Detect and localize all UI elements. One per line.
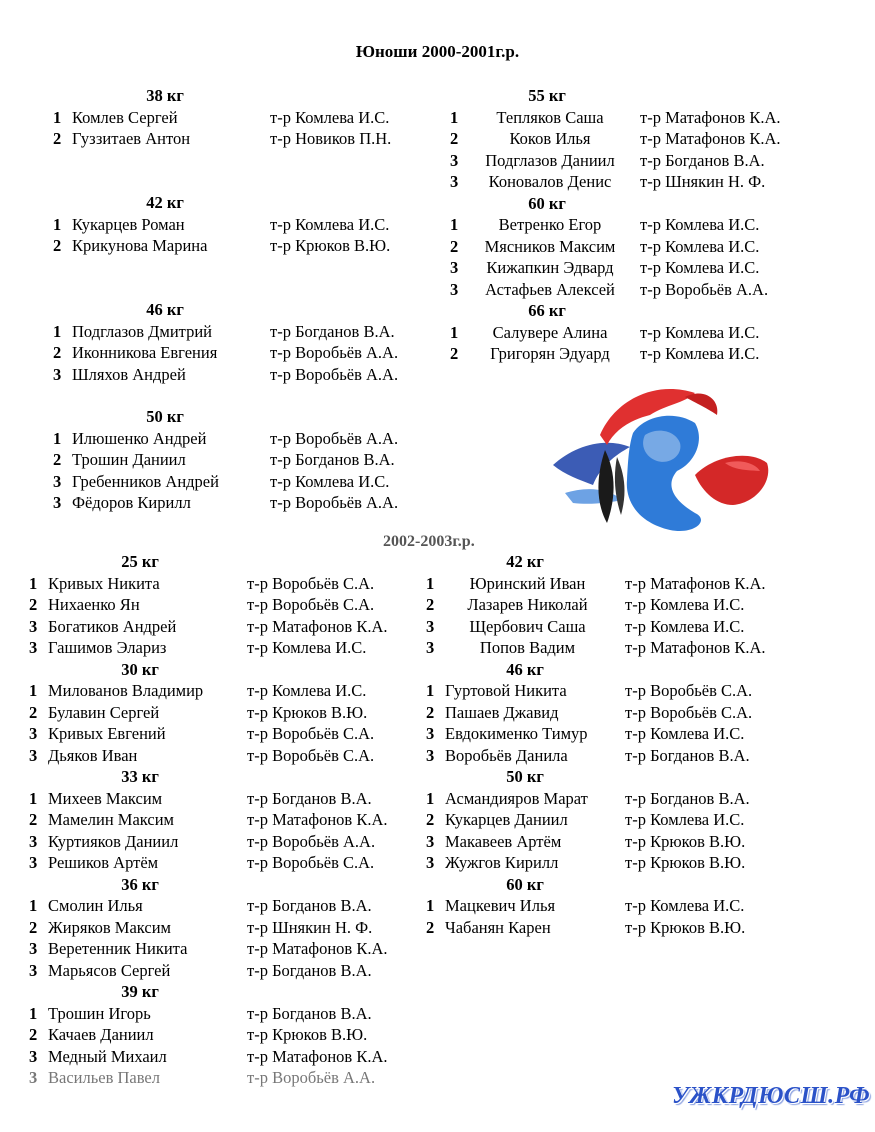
coach-name: т-р Комлева И.С. bbox=[270, 214, 390, 234]
result-row bbox=[0, 789, 875, 810]
athlete-name: Жиряков Максим bbox=[48, 917, 171, 937]
coach-name: т-р Воробьёв А.А. bbox=[247, 1068, 376, 1087]
result-row bbox=[0, 365, 875, 386]
athlete-name: Михеев Максим bbox=[48, 788, 163, 808]
place-number: 3 bbox=[29, 960, 38, 980]
result-row bbox=[0, 724, 875, 745]
place-number: 3 bbox=[29, 616, 38, 636]
weight-class-heading: 46 кг bbox=[146, 300, 184, 319]
weight-class-heading: 36 кг bbox=[121, 874, 159, 894]
coach-name: т-р Воробьёв С.А. bbox=[625, 702, 753, 722]
weight-class-heading: 33 кг bbox=[121, 767, 159, 786]
athlete-name: Веретенник Никита bbox=[48, 939, 188, 958]
weight-class-heading: 66 кг bbox=[528, 301, 566, 320]
result-row bbox=[0, 961, 875, 982]
place-number: 3 bbox=[426, 745, 435, 765]
athlete-name: Юринский Иван bbox=[469, 573, 586, 593]
coach-name: т-р Матафонов К.А. bbox=[640, 107, 781, 127]
result-row bbox=[0, 344, 875, 365]
coach-name: т-р Воробьёв А.А. bbox=[270, 364, 399, 384]
place-number: 1 bbox=[450, 322, 459, 342]
place-number: 1 bbox=[29, 573, 38, 593]
place-number: 2 bbox=[450, 344, 459, 363]
result-row bbox=[0, 595, 875, 616]
coach-name: т-р Комлева И.С. bbox=[640, 258, 760, 277]
athlete-name: Гребенников Андрей bbox=[72, 471, 219, 491]
weight-class-heading: 60 кг bbox=[528, 193, 566, 213]
result-row bbox=[0, 215, 875, 236]
coach-name: т-р Комлева И.С. bbox=[247, 638, 367, 657]
place-number: 1 bbox=[426, 788, 435, 808]
weight-class-heading: 46 кг bbox=[506, 659, 544, 679]
coach-name: т-р Богданов В.А. bbox=[270, 321, 395, 341]
coach-name: т-р Воробьёв С.А. bbox=[625, 681, 753, 700]
athlete-name: Гуззитаев Антон bbox=[72, 129, 191, 148]
result-row bbox=[0, 1004, 875, 1025]
place-number: 1 bbox=[53, 107, 62, 127]
place-number: 3 bbox=[53, 493, 62, 512]
place-number: 2 bbox=[53, 450, 62, 469]
coach-name: т-р Воробьёв С.А. bbox=[247, 595, 375, 614]
athlete-name: Комлев Сергей bbox=[72, 107, 178, 127]
place-number: 2 bbox=[29, 702, 38, 722]
site-watermark: УЖКРДЮСШ.РФ bbox=[672, 1083, 870, 1109]
athlete-name: Шляхов Андрей bbox=[72, 364, 186, 384]
athlete-name: Решиков Артём bbox=[48, 853, 159, 872]
section-subtitle: 2002-2003г.р. bbox=[383, 533, 475, 550]
coach-name: т-р Воробьёв С.А. bbox=[247, 853, 375, 872]
place-number: 3 bbox=[29, 853, 38, 872]
result-row bbox=[0, 237, 875, 258]
coach-name: т-р Богданов В.А. bbox=[247, 896, 372, 915]
result-row bbox=[0, 450, 875, 471]
athlete-name: Медный Михаил bbox=[48, 1046, 167, 1066]
coach-name: т-р Матафонов К.А. bbox=[247, 939, 388, 958]
coach-name: т-р Комлева И.С. bbox=[270, 471, 390, 491]
result-row bbox=[0, 918, 875, 939]
athlete-name: Кукарцев Даниил bbox=[445, 810, 568, 829]
result-row bbox=[0, 638, 875, 659]
result-row bbox=[0, 574, 875, 595]
coach-name: т-р Богданов В.А. bbox=[640, 150, 765, 170]
athlete-name: Коков Илья bbox=[509, 129, 591, 148]
weight-class-heading: 42 кг bbox=[146, 193, 184, 212]
result-row bbox=[0, 810, 875, 831]
coach-name: т-р Воробьёв С.А. bbox=[247, 573, 375, 593]
athlete-name: Богатиков Андрей bbox=[48, 616, 177, 636]
place-number: 1 bbox=[29, 788, 38, 808]
coach-name: т-р Комлева И.С. bbox=[625, 896, 745, 915]
result-row bbox=[0, 681, 875, 702]
coach-name: т-р Богданов В.А. bbox=[625, 745, 750, 765]
place-number: 2 bbox=[53, 236, 62, 255]
athlete-name: Трошин Игорь bbox=[48, 1003, 151, 1023]
place-number: 2 bbox=[450, 129, 459, 148]
place-number: 3 bbox=[450, 258, 459, 277]
athlete-name: Ветренко Егор bbox=[498, 215, 602, 234]
place-number: 1 bbox=[53, 428, 62, 448]
athlete-name: Жужгов Кирилл bbox=[445, 853, 559, 872]
coach-name: т-р Воробьёв С.А. bbox=[247, 724, 375, 743]
place-number: 3 bbox=[450, 150, 459, 170]
weight-class-heading: 39 кг bbox=[121, 982, 159, 1001]
coach-name: т-р Крюков В.Ю. bbox=[625, 853, 746, 872]
result-row bbox=[0, 172, 875, 193]
athlete-name: Подглазов Дмитрий bbox=[72, 321, 213, 341]
place-number: 1 bbox=[53, 214, 62, 234]
athlete-name: Смолин Илья bbox=[48, 896, 143, 915]
coach-name: т-р Крюков В.Ю. bbox=[625, 831, 746, 851]
athlete-name: Булавин Сергей bbox=[48, 702, 160, 722]
place-number: 3 bbox=[29, 831, 38, 851]
result-row bbox=[0, 108, 875, 129]
place-number: 2 bbox=[29, 810, 38, 829]
place-number: 2 bbox=[53, 129, 62, 148]
athlete-name: Куртияков Даниил bbox=[48, 831, 179, 851]
place-number: 1 bbox=[450, 215, 459, 234]
coach-name: т-р Комлева И.С. bbox=[640, 322, 760, 342]
place-number: 2 bbox=[426, 917, 435, 937]
place-number: 2 bbox=[53, 343, 62, 362]
result-row bbox=[0, 429, 875, 450]
athlete-name: Гуртовой Никита bbox=[445, 681, 567, 700]
coach-name: т-р Крюков В.Ю. bbox=[270, 236, 391, 255]
coach-name: т-р Богданов В.А. bbox=[247, 960, 372, 980]
athlete-name: Илюшенко Андрей bbox=[72, 428, 207, 448]
coach-name: т-р Воробьёв А.А. bbox=[640, 279, 769, 299]
result-row bbox=[0, 493, 875, 514]
place-number: 3 bbox=[53, 471, 62, 491]
place-number: 3 bbox=[426, 853, 435, 872]
place-number: 2 bbox=[450, 236, 459, 256]
coach-name: т-р Воробьёв А.А. bbox=[270, 428, 399, 448]
athlete-name: Кукарцев Роман bbox=[72, 214, 185, 234]
place-number: 1 bbox=[426, 681, 435, 700]
place-number: 1 bbox=[29, 681, 38, 700]
coach-name: т-р Комлева И.С. bbox=[625, 810, 745, 829]
weight-class-heading: 50 кг bbox=[146, 407, 184, 426]
athlete-name: Щербович Саша bbox=[469, 616, 586, 636]
coach-name: т-р Комлева И.С. bbox=[625, 616, 745, 636]
coach-name: т-р Богданов В.А. bbox=[625, 788, 750, 808]
coach-name: т-р Воробьёв С.А. bbox=[247, 745, 375, 765]
athlete-name: Асмандияров Марат bbox=[445, 788, 588, 808]
result-row bbox=[0, 472, 875, 493]
place-number: 3 bbox=[426, 638, 435, 657]
weight-class-heading: 38 кг bbox=[146, 86, 184, 105]
place-number: 2 bbox=[29, 1025, 38, 1044]
place-number: 3 bbox=[29, 638, 38, 657]
athlete-name: Мясников Максим bbox=[484, 236, 616, 256]
athlete-name: Евдокименко Тимур bbox=[445, 724, 588, 743]
coach-name: т-р Крюков В.Ю. bbox=[247, 1025, 368, 1044]
coach-name: т-р Крюков В.Ю. bbox=[625, 917, 746, 937]
coach-name: т-р Шнякин Н. Ф. bbox=[247, 917, 373, 937]
athlete-name: Пашаев Джавид bbox=[445, 702, 559, 722]
athlete-name: Попов Вадим bbox=[479, 638, 576, 657]
place-number: 3 bbox=[29, 939, 38, 958]
result-row bbox=[0, 323, 875, 344]
athlete-name: Дьяков Иван bbox=[48, 745, 138, 765]
athlete-name: Макавеев Артём bbox=[445, 831, 562, 851]
place-number: 3 bbox=[29, 1068, 38, 1087]
place-number: 2 bbox=[29, 595, 38, 614]
result-row bbox=[0, 853, 875, 874]
place-number: 1 bbox=[426, 896, 435, 915]
place-number: 3 bbox=[29, 1046, 38, 1066]
coach-name: т-р Комлева И.С. bbox=[625, 595, 745, 614]
place-number: 3 bbox=[426, 616, 435, 636]
coach-name: т-р Шнякин Н. Ф. bbox=[640, 172, 766, 191]
weight-class-heading: 42 кг bbox=[506, 552, 544, 571]
weight-class-heading: 55 кг bbox=[528, 86, 566, 105]
athlete-name: Кижапкин Эдвард bbox=[486, 258, 614, 277]
result-row bbox=[0, 1025, 875, 1046]
athlete-name: Гашимов Элариз bbox=[48, 638, 167, 657]
result-row bbox=[0, 129, 875, 150]
result-row bbox=[0, 1047, 875, 1068]
athlete-name: Лазарев Николай bbox=[467, 595, 588, 614]
result-row bbox=[0, 939, 875, 960]
coach-name: т-р Крюков В.Ю. bbox=[247, 702, 368, 722]
coach-name: т-р Матафонов К.А. bbox=[247, 810, 388, 829]
athlete-name: Нихаенко Ян bbox=[48, 595, 140, 614]
weight-class-heading: 30 кг bbox=[121, 659, 159, 679]
coach-name: т-р Матафонов К.А. bbox=[625, 573, 766, 593]
place-number: 2 bbox=[29, 917, 38, 937]
athlete-name: Коновалов Денис bbox=[488, 172, 612, 191]
coach-name: т-р Матафонов К.А. bbox=[247, 616, 388, 636]
athlete-name: Кривых Никита bbox=[48, 573, 160, 593]
athlete-name: Марьясов Сергей bbox=[48, 960, 171, 980]
place-number: 3 bbox=[29, 745, 38, 765]
coach-name: т-р Воробьёв А.А. bbox=[247, 831, 376, 851]
athlete-name: Милованов Владимир bbox=[48, 681, 204, 700]
page-title: Юноши 2000-2001г.р. bbox=[355, 42, 520, 61]
result-row bbox=[0, 258, 875, 279]
coach-name: т-р Воробьёв А.А. bbox=[270, 493, 399, 512]
athlete-name: Мацкевич Илья bbox=[445, 896, 556, 915]
athlete-name: Фёдоров Кирилл bbox=[72, 493, 191, 512]
athlete-name: Качаев Даниил bbox=[48, 1025, 154, 1044]
result-row bbox=[0, 832, 875, 853]
result-row bbox=[0, 151, 875, 172]
result-row bbox=[0, 280, 875, 301]
athlete-name: Салувере Алина bbox=[492, 322, 608, 342]
athlete-name: Васильев Павел bbox=[48, 1068, 160, 1087]
athlete-name: Тепляков Саша bbox=[496, 107, 604, 127]
place-number: 1 bbox=[53, 321, 62, 341]
coach-name: т-р Комлева И.С. bbox=[640, 236, 760, 256]
athlete-name: Григорян Эдуард bbox=[490, 344, 610, 363]
athlete-name: Воробьёв Данила bbox=[445, 745, 568, 765]
coach-name: т-р Матафонов К.А. bbox=[625, 638, 766, 657]
athlete-name: Мамелин Максим bbox=[48, 810, 174, 829]
place-number: 1 bbox=[426, 573, 435, 593]
coach-name: т-р Воробьёв А.А. bbox=[270, 343, 399, 362]
place-number: 3 bbox=[450, 172, 459, 191]
result-row bbox=[0, 617, 875, 638]
athlete-name: Трошин Даниил bbox=[72, 450, 186, 469]
place-number: 2 bbox=[426, 595, 435, 614]
place-number: 1 bbox=[29, 1003, 38, 1023]
coach-name: т-р Комлева И.С. bbox=[247, 681, 367, 700]
place-number: 3 bbox=[426, 724, 435, 743]
coach-name: т-р Комлева И.С. bbox=[270, 107, 390, 127]
coach-name: т-р Богданов В.А. bbox=[247, 788, 372, 808]
weight-class-heading: 25 кг bbox=[121, 552, 159, 571]
coach-name: т-р Матафонов К.А. bbox=[247, 1046, 388, 1066]
place-number: 3 bbox=[53, 364, 62, 384]
athlete-name: Крикунова Марина bbox=[72, 236, 208, 255]
coach-name: т-р Комлева И.С. bbox=[640, 215, 760, 234]
place-number: 3 bbox=[450, 279, 459, 299]
weight-class-heading: 50 кг bbox=[506, 767, 544, 786]
place-number: 1 bbox=[450, 107, 459, 127]
coach-name: т-р Комлева И.С. bbox=[640, 344, 760, 363]
result-row bbox=[0, 746, 875, 767]
athlete-name: Кривых Евгений bbox=[48, 724, 166, 743]
result-row bbox=[0, 703, 875, 724]
coach-name: т-р Богданов В.А. bbox=[247, 1003, 372, 1023]
place-number: 3 bbox=[29, 724, 38, 743]
weight-class-heading: 60 кг bbox=[506, 874, 544, 894]
athlete-name: Иконникова Евгения bbox=[72, 343, 218, 362]
result-row bbox=[0, 896, 875, 917]
athlete-name: Подглазов Даниил bbox=[485, 150, 615, 170]
coach-name: т-р Новиков П.Н. bbox=[270, 129, 392, 148]
place-number: 1 bbox=[29, 896, 38, 915]
place-number: 3 bbox=[426, 831, 435, 851]
coach-name: т-р Комлева И.С. bbox=[625, 724, 745, 743]
coach-name: т-р Богданов В.А. bbox=[270, 450, 395, 469]
place-number: 2 bbox=[426, 810, 435, 829]
coach-name: т-р Матафонов К.А. bbox=[640, 129, 781, 148]
athlete-name: Чабанян Карен bbox=[445, 917, 551, 937]
athlete-name: Астафьев Алексей bbox=[485, 279, 615, 299]
place-number: 2 bbox=[426, 702, 435, 722]
